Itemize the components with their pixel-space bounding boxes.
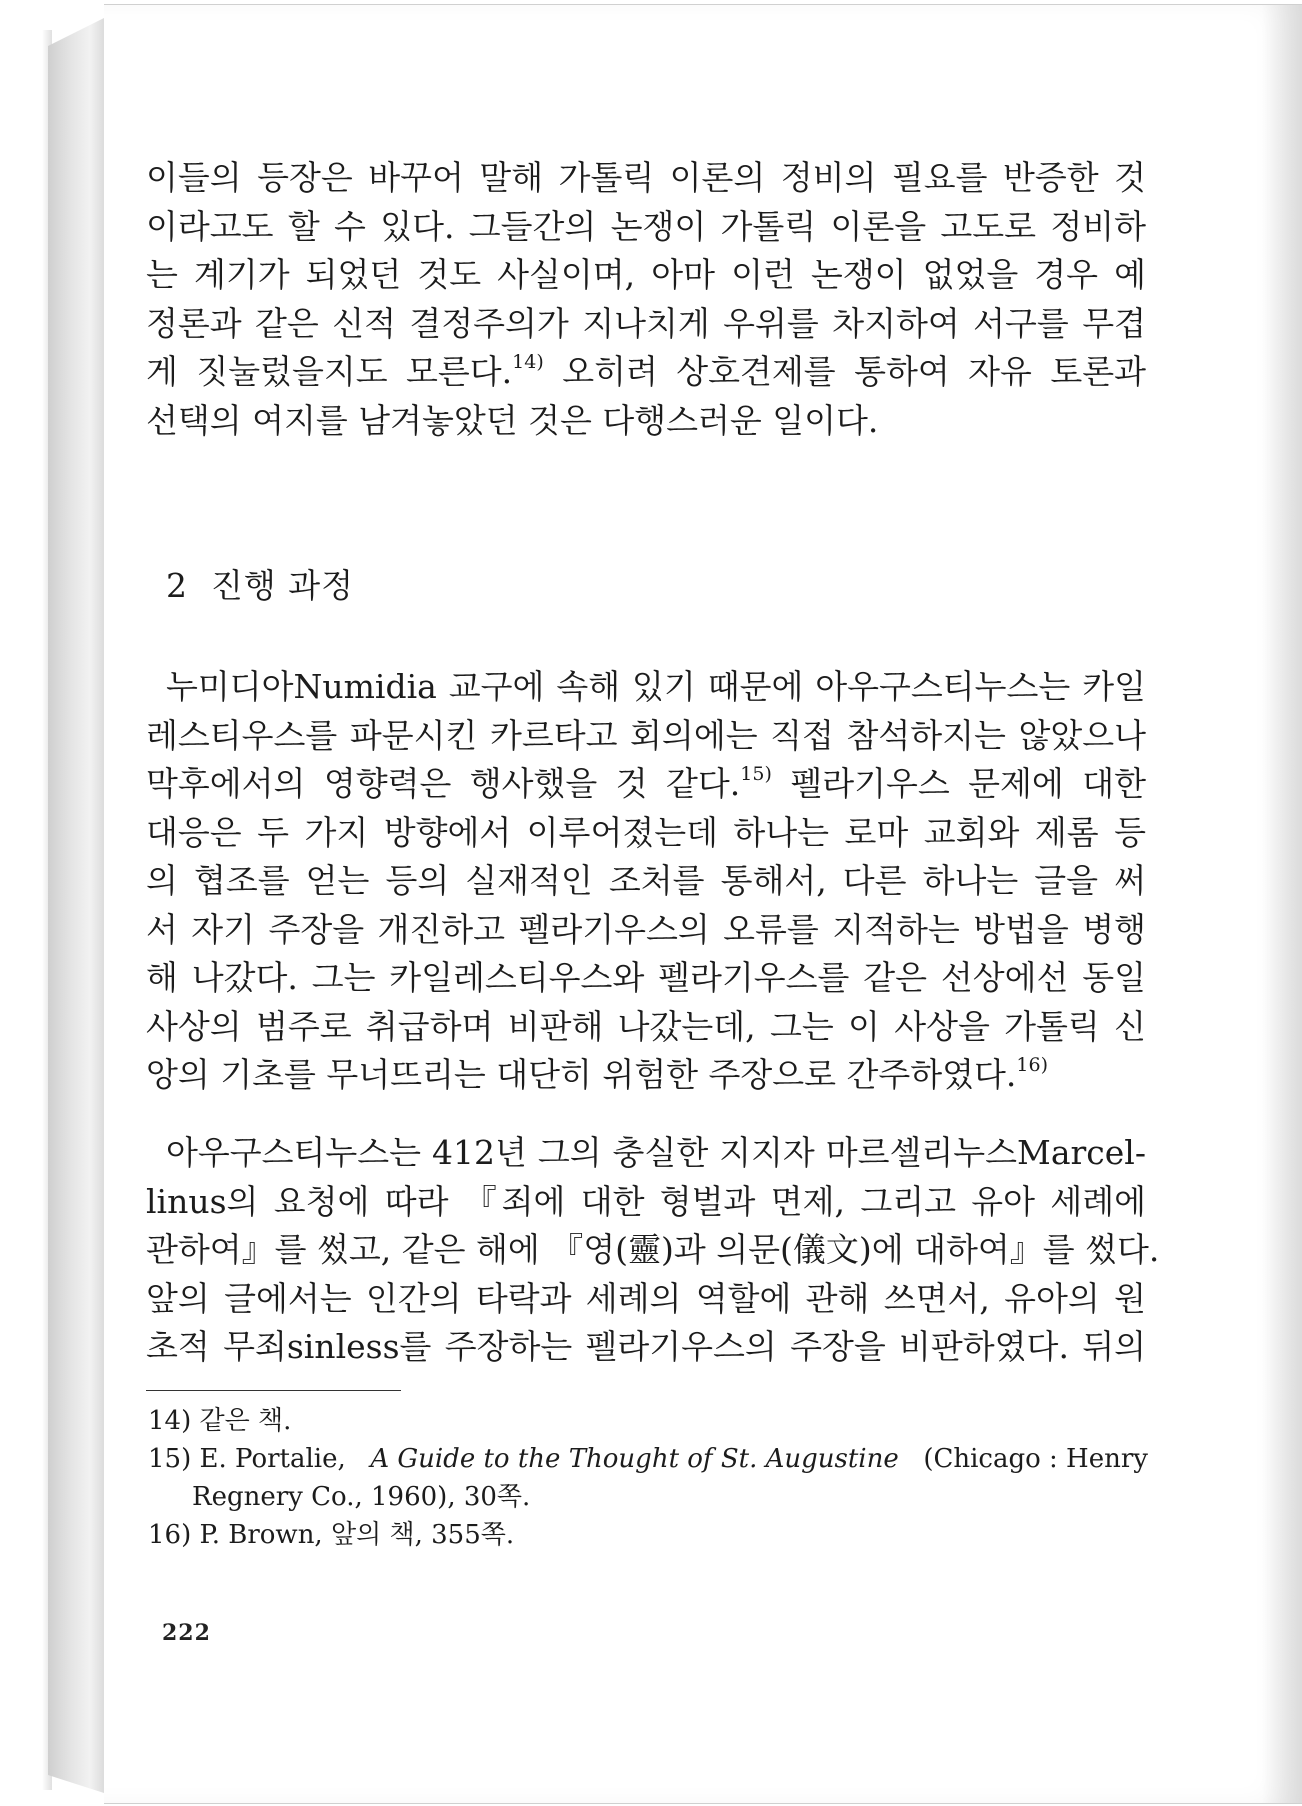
paragraph-1-line-4: 정론과 같은 신적 결정주의가 지나치게 우위를 차지하여 서구를 무겹 [146, 303, 1146, 343]
footnotes [148, 1402, 1148, 1554]
paragraph-2-line-6: 서 자기 주장을 개진하고 펠라기우스의 오류를 지적하는 방법을 병행 [146, 909, 1146, 949]
paragraph-3-line-1: 아우구스티누스는 412년 그의 충실한 지지자 마르셀리누스Marcel- [166, 1133, 1146, 1172]
footnote-14: 14) 같은 책. [148, 1406, 292, 1436]
page-right-shade [1262, 5, 1302, 1803]
paragraph-3-line-5: 초적 무죄sinless를 주장하는 펠라기우스의 주장을 비판하였다. 뒤의 [146, 1327, 1146, 1366]
paragraph-2-line-1: 누미디아Numidia 교구에 속해 있기 때문에 아우구스티누스는 카일 [166, 667, 1146, 706]
paragraph-1-line-2: 이라고도 할 수 있다. 그들간의 논쟁이 가톨릭 이론을 고도로 정비하 [146, 206, 1146, 246]
paragraph-1-line-5-a: 게 짓눌렀을지도 모른다. [146, 352, 513, 391]
paragraph-3 [146, 1129, 1160, 1372]
footnote-15-continuation: Regnery Co., 1960), 30쪽. [192, 1482, 531, 1512]
footnote-ref-16: 16) [1016, 1054, 1048, 1076]
footnote-separator [146, 1390, 401, 1391]
paragraph-2 [146, 663, 1146, 1100]
footnote-15-title: A Guide to the Thought of St. Augustine [370, 1444, 899, 1474]
footnote-15-prefix: 15) E. Portalie, [148, 1444, 346, 1474]
paragraph-2-line-9-a: 앙의 기초를 무너뜨리는 대단히 위험한 주장으로 간주하였다. [146, 1055, 1017, 1094]
paragraph-3-line-4: 앞의 글에서는 인간의 타락과 세례의 역할에 관해 쓰면서, 유아의 원 [146, 1278, 1146, 1318]
paragraph-1-line-1: 이들의 등장은 바꾸어 말해 가톨릭 이론의 정비의 필요를 반증한 것 [146, 158, 1146, 197]
footnote-15 [148, 1440, 1148, 1478]
section-number: 2 [166, 566, 188, 605]
paragraph-2-line-3-b: 펠라기우스 문제에 대한 [790, 764, 1147, 803]
paragraph-2-line-3 [146, 760, 1146, 809]
page-number: 222 [162, 1620, 211, 1646]
paragraph-1-line-6: 선택의 여지를 남겨놓았던 것은 다행스러운 일이다. [146, 400, 879, 440]
paragraph-2-line-3-a: 막후에서의 영향력은 행사했을 것 같다. [146, 764, 741, 803]
paragraph-2-line-4: 대응은 두 가지 방향에서 이루어졌는데 하나는 로마 교회와 제롬 등 [146, 812, 1146, 852]
book-spine [48, 18, 104, 1793]
paragraph-3-line-2: linus의 요청에 따라 『죄에 대한 형벌과 면제, 그리고 유아 세례에 [146, 1181, 1146, 1221]
footnote-ref-14: 14) [512, 351, 544, 373]
paragraph-1-line-5 [146, 348, 1146, 397]
paragraph-3-line-3: 관하여』를 썼고, 같은 해에 『영(靈)과 의문(儀文)에 대하여』를 썼다. [146, 1230, 1160, 1269]
paragraph-1 [146, 154, 1146, 445]
paragraph-1-line-3: 는 계기가 되었던 것도 사실이며, 아마 이런 논쟁이 없었을 경우 예 [146, 255, 1146, 294]
paragraph-2-line-5: 의 협조를 얻는 등의 실재적인 조처를 통해서, 다른 하나는 글을 써 [146, 861, 1146, 900]
section-title: 진행 과정 [210, 566, 354, 605]
paragraph-2-line-8: 사상의 범주로 취급하며 비판해 나갔는데, 그는 이 사상을 가톨릭 신 [146, 1006, 1146, 1046]
paragraph-2-line-7: 해 나갔다. 그는 카일레스티우스와 펠라기우스를 같은 선상에선 동일 [146, 958, 1146, 997]
paragraph-1-line-5-b: 오히려 상호견제를 통하여 자유 토론과 [562, 352, 1147, 391]
paragraph-2-line-9 [146, 1051, 1146, 1100]
footnote-16: 16) P. Brown, 앞의 책, 355쪽. [148, 1520, 515, 1550]
footnote-ref-15: 15) [740, 763, 772, 785]
section-heading [166, 560, 354, 607]
footnote-15-suffix: (Chicago : Henry [923, 1444, 1148, 1474]
paragraph-2-line-2: 레스티우스를 파문시킨 카르타고 회의에는 직접 참석하지는 않았으나 [146, 715, 1146, 755]
